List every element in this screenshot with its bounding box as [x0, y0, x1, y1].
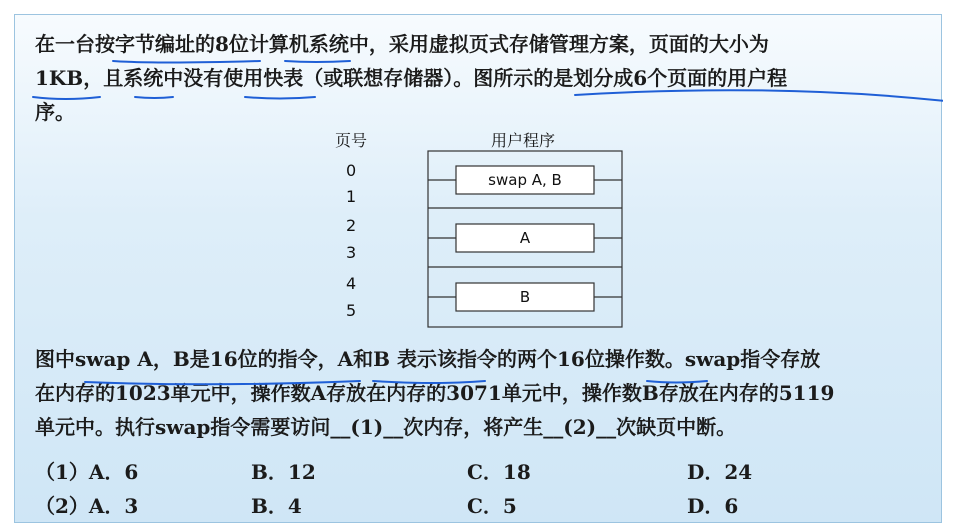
page-number-1: 1	[346, 187, 357, 206]
q1-option-c[interactable]: C．18	[467, 460, 531, 484]
operand-b-label: B	[519, 288, 531, 306]
q2-option-b[interactable]: B．4	[251, 494, 302, 518]
question-slide	[14, 14, 942, 523]
q1-option-a[interactable]: （1）A．6	[35, 460, 139, 484]
q2-option-c[interactable]: C．5	[467, 494, 517, 518]
user-program-header: 用户程序	[491, 131, 556, 150]
intro-line-1: 在一台按字节编址的8位计算机系统中，采用虚拟页式存储管理方案，页面的大小为	[35, 32, 769, 56]
intro-line-3: 序。	[35, 100, 75, 124]
swap-instruction-label: swap A, B	[488, 171, 562, 189]
page-number-2: 2	[346, 216, 357, 235]
page-number-0: 0	[346, 161, 357, 180]
page-number-3: 3	[346, 243, 357, 262]
body-line-3: 单元中。执行swap指令需要访问__(1)__次内存，将产生__(2)__次缺页中断。	[35, 415, 737, 439]
page-number-4: 4	[346, 274, 357, 293]
body-line-2: 在内存的1023单元中，操作数A存放在内存的3071单元中，操作数B存放在内存的5119	[35, 381, 835, 405]
question-body	[35, 342, 940, 444]
user-program-diagram	[15, 15, 943, 524]
operand-a-label: A	[519, 229, 531, 247]
body-line-1: 图中swap A，B是16位的指令，A和B 表示该指令的两个16位操作数。swap指令存放	[35, 347, 821, 371]
q2-option-a[interactable]: （2）A．3	[35, 494, 139, 518]
page-number-5: 5	[346, 301, 357, 320]
intro-line-2: 1KB，且系统中没有使用快表（或联想存储器）。图所示的是划分成6个页面的用户程	[35, 66, 788, 90]
q2-option-d[interactable]: D．6	[687, 494, 739, 518]
q1-option-b[interactable]: B．12	[251, 460, 316, 484]
page-number-header: 页号	[335, 131, 368, 150]
q1-option-d[interactable]: D．24	[687, 460, 753, 484]
